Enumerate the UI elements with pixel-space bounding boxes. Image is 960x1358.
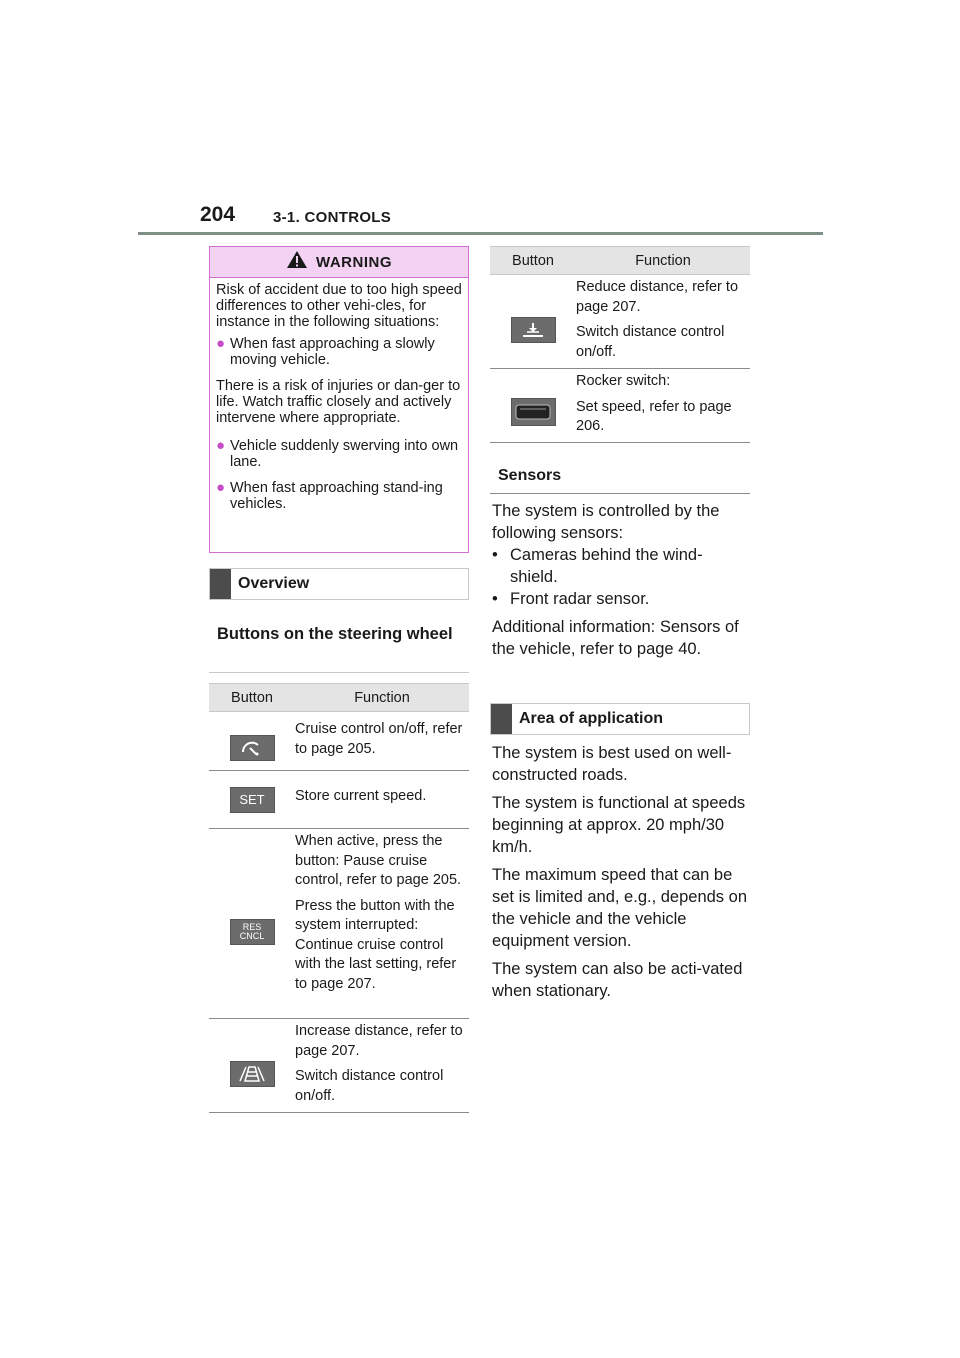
application-heading-text: Area of application bbox=[519, 710, 664, 727]
bullet-dot-icon: ● bbox=[216, 479, 226, 496]
function-cell bbox=[576, 275, 750, 368]
res-cncl-button-icon: RES CNCL bbox=[230, 919, 275, 945]
table-row bbox=[209, 771, 469, 829]
table-header bbox=[490, 246, 750, 275]
icon-cell bbox=[490, 369, 576, 442]
icon-cell bbox=[490, 275, 576, 368]
buttons-table-left bbox=[209, 683, 469, 1113]
col-button-header: Button bbox=[512, 252, 554, 269]
buttons-subheading: Buttons on the steering wheel bbox=[209, 620, 469, 673]
icon-cell bbox=[209, 1019, 295, 1112]
bullet-dot-icon: ● bbox=[216, 437, 226, 454]
sensors-intro: The system is controlled by the following sensors: bbox=[492, 502, 720, 542]
function-cell bbox=[576, 369, 750, 442]
overview-heading-text: Overview bbox=[238, 575, 310, 592]
function-text: Rocker switch: bbox=[576, 373, 671, 389]
warning-box bbox=[209, 246, 469, 553]
col-function-header: Function bbox=[635, 252, 691, 269]
warning-body bbox=[210, 278, 468, 512]
application-paragraph: The system can also be acti-vated when stationary. bbox=[492, 960, 743, 1000]
header-rule bbox=[138, 232, 823, 235]
sensors-body bbox=[492, 500, 750, 666]
function-text: Cruise control on/off, refer to page 205. bbox=[295, 721, 463, 757]
application-paragraph: The system is best used on well-constructed roads. bbox=[492, 744, 732, 784]
col-function-header: Function bbox=[354, 689, 410, 706]
warning-intro: Risk of accident due to too high speed differences to other vehi-cles, for instance in the following situations: bbox=[216, 282, 462, 330]
function-text: Set speed, refer to page 206. bbox=[576, 398, 732, 434]
cruise-control-icon bbox=[230, 735, 275, 761]
warning-bullet-text: Vehicle suddenly swerving into own lane. bbox=[230, 438, 459, 470]
table-row bbox=[209, 829, 469, 1019]
heading-tab bbox=[491, 704, 512, 734]
function-cell bbox=[295, 712, 469, 770]
increase-distance-icon bbox=[230, 1061, 275, 1087]
function-cell bbox=[295, 771, 469, 828]
function-text: Increase distance, refer to page 207. bbox=[295, 1023, 463, 1059]
sensor-list-item: • Front radar sensor. bbox=[492, 590, 650, 608]
icon-cell bbox=[209, 829, 295, 1018]
sensors-additional: Additional information: Sensors of the vehicle, refer to page 40. bbox=[492, 618, 739, 658]
icon-cell bbox=[209, 712, 295, 770]
function-text: When active, press the button: Pause cruise control, refer to page 205. bbox=[295, 833, 462, 888]
application-body bbox=[492, 742, 750, 1008]
function-text: Switch distance control on/off. bbox=[295, 1068, 444, 1104]
heading-tab bbox=[210, 569, 231, 599]
function-text: Switch distance control on/off. bbox=[576, 324, 725, 360]
warning-bullet bbox=[216, 480, 462, 512]
buttons-table-right bbox=[490, 246, 750, 443]
application-paragraph: The system is functional at speeds beginning at approx. 20 mph/30 km/h. bbox=[492, 794, 746, 856]
page-number: 204 bbox=[200, 203, 236, 226]
sensors-heading bbox=[490, 458, 750, 494]
sensors-heading-text: Sensors bbox=[498, 466, 562, 484]
warning-bullet-text: When fast approaching stand-ing vehicles. bbox=[230, 480, 443, 512]
function-text: Store current speed. bbox=[295, 788, 427, 804]
warning-middle: There is a risk of injuries or dan-ger to life. Watch traffic closely and actively intervene where appropriate. bbox=[216, 378, 461, 426]
warning-header bbox=[210, 247, 468, 278]
set-button-icon: SET bbox=[230, 787, 275, 813]
table-row bbox=[490, 275, 750, 369]
warning-bullet bbox=[216, 438, 462, 470]
function-cell bbox=[295, 1019, 469, 1112]
warning-bullet-text: When fast approaching a slowly moving vehicle. bbox=[230, 336, 435, 368]
function-text: Reduce distance, refer to page 207. bbox=[576, 279, 739, 315]
sensor-list-item: • Cameras behind the wind-shield. bbox=[492, 546, 703, 586]
application-paragraph: The maximum speed that can be set is limited and, e.g., depends on the vehicle and the vehicle equipment version. bbox=[492, 866, 747, 950]
table-header bbox=[209, 683, 469, 712]
overview-heading bbox=[209, 568, 469, 600]
warning-triangle-icon bbox=[286, 250, 308, 274]
section-label: 3-1. CONTROLS bbox=[273, 209, 392, 226]
rocker-switch-icon bbox=[511, 398, 556, 426]
function-cell bbox=[295, 829, 469, 1018]
table-row bbox=[490, 369, 750, 443]
table-row bbox=[209, 712, 469, 771]
table-row bbox=[209, 1019, 469, 1113]
warning-title: WARNING bbox=[316, 253, 392, 271]
icon-cell bbox=[209, 771, 295, 828]
reduce-distance-icon bbox=[511, 317, 556, 343]
function-text: Press the button with the system interrupted: Continue cruise control with the last setting, refer to page 207. bbox=[295, 897, 457, 992]
col-button-header: Button bbox=[231, 689, 273, 706]
bullet-dot-icon: ● bbox=[216, 335, 226, 352]
warning-bullet bbox=[216, 336, 462, 368]
application-heading bbox=[490, 703, 750, 735]
